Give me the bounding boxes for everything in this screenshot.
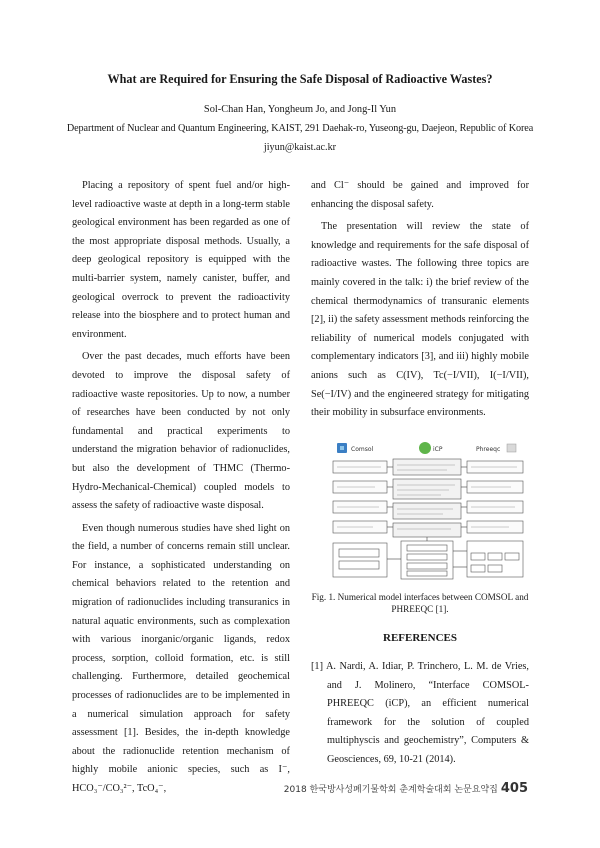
- body-paragraph: The presentation will review the state of knowledge and requirements for the safe disposal of radioactive wastes. The following three topics are mainly covered in the talk: i) the brief review of the chemical thermodynamics of transuranic elements [2], ii) the safety assessment methods reinforcing the reliability of numerical models conjugated with complementary indicators [3], and iii) highly mobile anions such as C(IV), Tc(−I/VII), I(−I/VII), Se(−I/IV) and the engineered strategy for mitigating their mobility in subsurface environments.: [311, 221, 529, 419]
- page-footer: [284, 781, 528, 796]
- phreeqc-label: Phreeqc: [476, 446, 501, 453]
- page-number: 405: [500, 781, 528, 796]
- interface-diagram: [331, 441, 525, 581]
- right-column: [311, 177, 529, 427]
- paper-email: jiyun@kaist.ac.kr: [263, 142, 337, 153]
- body-paragraph: and Cl⁻ should be gained and improved for enhancing the disposal safety.: [311, 180, 529, 210]
- left-column: [72, 177, 290, 803]
- comsol-blocks: [333, 461, 387, 533]
- phreeqc-logo: [507, 444, 516, 452]
- paper-authors: Sol-Chan Han, Yongheum Jo, and Jong-Il Yun: [203, 104, 397, 115]
- icp-blocks: [393, 459, 461, 537]
- workflow-blocks: [333, 541, 523, 579]
- figure-caption: Fig. 1. Numerical model interfaces between COMSOL and PHREEQC [1].: [311, 592, 529, 614]
- icp-label: iCP: [433, 446, 443, 453]
- comsol-logo: [337, 443, 347, 453]
- body-paragraph: Over the past decades, much efforts have been devoted to improve the disposal safety of radioactive waste repositories. Up to now, a number of researches have been conducted by not only fundamental and practical experiments to understand the migration behavior of radionuclides, but also the development of THMC (Thermo-Hydro-Mechanical-Chemical) coupled models to assess the safety of radioactive waste disposal.: [72, 351, 290, 512]
- figure-1: [331, 441, 525, 581]
- phreeqc-blocks: [467, 461, 523, 533]
- comsol-label: Comsol: [351, 446, 374, 453]
- paper-affiliation: Department of Nuclear and Quantum Engineering, KAIST, 291 Daehak-ro, Yuseong-gu, Daejeon, Republic of Korea: [66, 123, 534, 134]
- paper-title: What are Required for Ensuring the Safe Disposal of Radioactive Wastes?: [107, 72, 493, 86]
- reference-item: [1] A. Nardi, A. Idiar, P. Trinchero, L. M. de Vries, and J. Molinero, “Interface COMSOL-PHREEQC (iCP), an efficient numerical framework for the solution of coupled multiphyscis and geochemistry”, Computers & Geosciences, 69, 10-21 (2014).: [311, 661, 529, 765]
- icp-logo: [419, 442, 431, 454]
- body-paragraph: Placing a repository of spent fuel and/or high-level radioactive waste at depth in a long-term stable geological environment has been regarded as one of the most appropriate disposal methods. Usually, a deep geological repository is equipped with the multi-barrier system, namely canister, buffer, and geological overrock to prevent the radioactivity release into the biosphere and to protect human and environment.: [72, 180, 290, 340]
- references-heading: REFERENCES: [383, 632, 457, 644]
- footer-proceedings: 2018 한국방사성폐기물학회 춘계학술대회 논문요약집: [283, 785, 498, 795]
- body-paragraph: Even though numerous studies have shed light on the field, a number of concerns remain still unclear. For instance, a sophisticated understanding on chemical behaviors related to the retention and migration of radionuclides including transuranics in natural aquatic environments, such as complexation with various inorganic/organic ligands, redox process, sorption, colloid formation, etc. is still challenging. Furthermore, detailed geochemical processes of radionuclides are to be implemented in a numerical simulation approach for safety assessment [1]. Besides, the in-depth knowledge about the radionuclide retention mechanism of highly mobile anionic species, such as I⁻, HCO₃⁻/CO₃²⁻, TcO₄⁻,: [72, 522, 290, 794]
